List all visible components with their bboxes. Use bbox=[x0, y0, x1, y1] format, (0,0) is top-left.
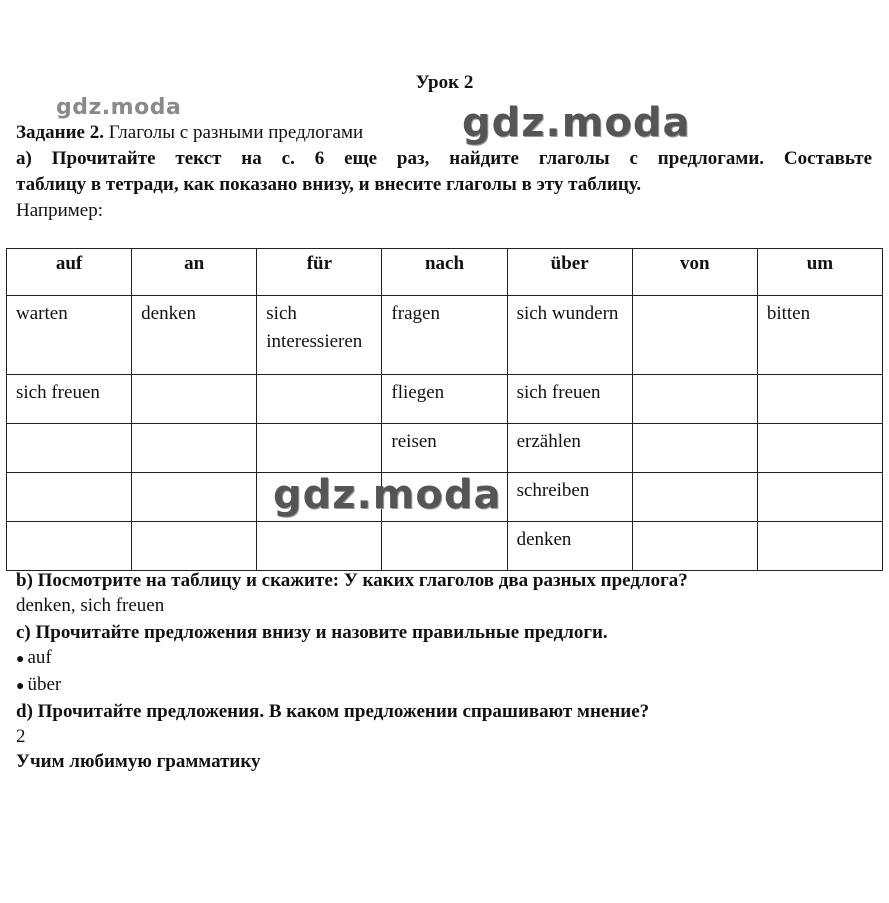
table-cell bbox=[757, 473, 882, 522]
header-nach: nach bbox=[382, 249, 507, 296]
table-cell bbox=[132, 424, 257, 473]
table-cell: erzählen bbox=[507, 424, 632, 473]
table-cell bbox=[757, 375, 882, 424]
table-cell bbox=[257, 375, 382, 424]
table-cell bbox=[382, 522, 507, 571]
table-cell bbox=[257, 424, 382, 473]
answer-c-item bbox=[16, 674, 61, 696]
header-an: an bbox=[132, 249, 257, 296]
table-cell bbox=[7, 424, 132, 473]
verb-preposition-table bbox=[6, 248, 883, 571]
table-cell bbox=[632, 424, 757, 473]
header-fuer: für bbox=[257, 249, 382, 296]
table-row bbox=[7, 296, 883, 375]
task-title: Глаголы с разными предлогами bbox=[108, 122, 364, 143]
table-header-row bbox=[7, 249, 883, 296]
watermark-top: gdz.moda bbox=[462, 100, 691, 146]
table-cell bbox=[757, 522, 882, 571]
table-cell: sich freuen bbox=[507, 375, 632, 424]
header-auf: auf bbox=[7, 249, 132, 296]
table-cell: sich freuen bbox=[7, 375, 132, 424]
header-von: von bbox=[632, 249, 757, 296]
watermark-small: gdz.moda bbox=[56, 95, 182, 120]
table-cell bbox=[132, 473, 257, 522]
table-cell bbox=[132, 375, 257, 424]
table-cell bbox=[632, 296, 757, 375]
table-cell: sich wundern bbox=[507, 296, 632, 375]
task-a-line-1: а) Прочитайте текст на с. 6 еще раз, найдите глаголы с предлогами. Составьте bbox=[16, 148, 872, 169]
footer-heading: Учим любимую грамматику bbox=[16, 751, 261, 772]
table-cell bbox=[757, 424, 882, 473]
lesson-title: Урок 2 bbox=[415, 72, 474, 93]
table-cell: fliegen bbox=[382, 375, 507, 424]
table-cell bbox=[632, 473, 757, 522]
table-cell bbox=[632, 522, 757, 571]
answer-c-text: über bbox=[27, 674, 62, 695]
table-cell: reisen bbox=[382, 424, 507, 473]
example-label: Например: bbox=[16, 200, 103, 221]
header-um: um bbox=[757, 249, 882, 296]
table-cell: warten bbox=[7, 296, 132, 375]
answer-c-text: auf bbox=[27, 647, 52, 668]
table-cell bbox=[7, 522, 132, 571]
bullet-icon: ● bbox=[16, 679, 25, 694]
table-cell bbox=[632, 375, 757, 424]
watermark-middle: gdz.moda bbox=[273, 472, 502, 518]
table-cell: schreiben bbox=[507, 473, 632, 522]
task-label: Задание 2. bbox=[16, 122, 104, 143]
bullet-icon: ● bbox=[16, 652, 25, 667]
question-c: c) Прочитайте предложения внизу и назовите правильные предлоги. bbox=[16, 622, 608, 643]
question-b: b) Посмотрите на таблицу и скажите: У каких глаголов два разных предлога? bbox=[16, 570, 688, 591]
header-ueber: über bbox=[507, 249, 632, 296]
table-cell: bitten bbox=[757, 296, 882, 375]
answer-c-item bbox=[16, 647, 52, 669]
table-row bbox=[7, 375, 883, 424]
table-cell: denken bbox=[507, 522, 632, 571]
table-cell: sich interessieren bbox=[257, 296, 382, 375]
question-d: d) Прочитайте предложения. В каком предложении спрашивают мнение? bbox=[16, 701, 650, 722]
table-cell: fragen bbox=[382, 296, 507, 375]
table-row bbox=[7, 424, 883, 473]
answer-d: 2 bbox=[16, 726, 26, 747]
task-heading bbox=[16, 122, 363, 144]
answer-b: denken, sich freuen bbox=[16, 595, 165, 616]
table-cell bbox=[257, 522, 382, 571]
table-cell bbox=[7, 473, 132, 522]
table-cell bbox=[132, 522, 257, 571]
table-cell: denken bbox=[132, 296, 257, 375]
task-a-line-2: таблицу в тетради, как показано внизу, и внесите глаголы в эту таблицу. bbox=[16, 174, 642, 195]
table-row bbox=[7, 522, 883, 571]
